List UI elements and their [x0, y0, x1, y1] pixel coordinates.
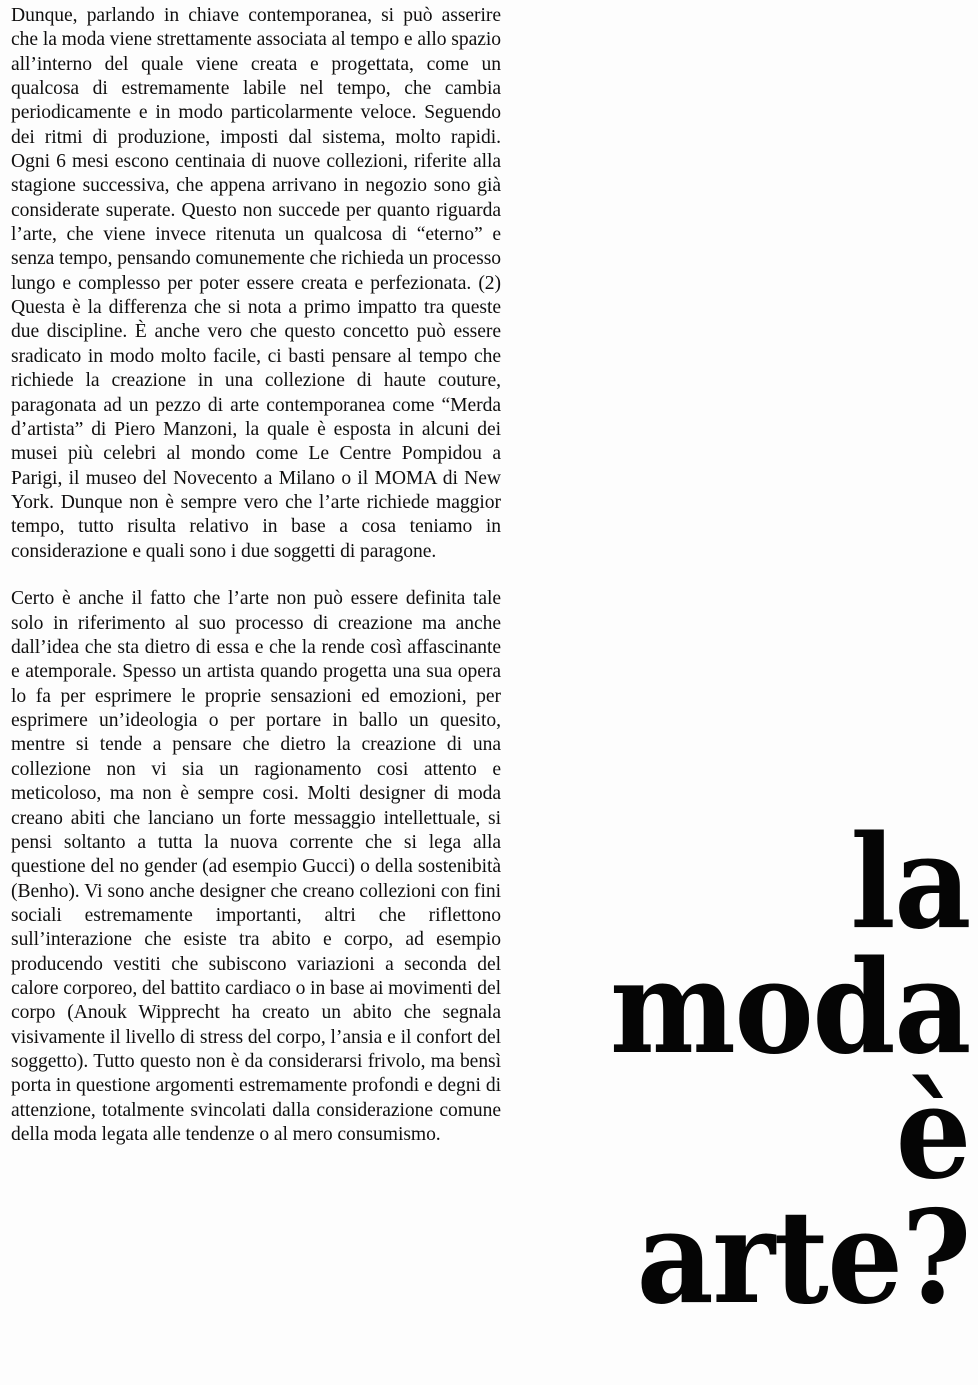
display-headline: [486, 808, 970, 1333]
headline-line-2: moda: [609, 933, 970, 1083]
body-text-column: [11, 4, 501, 1147]
headline-line-4: arte?: [636, 1183, 970, 1333]
body-paragraph-1: Dunque, parlando in chiave contemporanea, si può asserire che la moda viene strettamente associata al tempo e allo spazio all’interno del quale viene creata e progettata, come un qualcosa di estremamente labile nel tempo, che cambia periodicamente e in modo particolarmente veloce. Seguendo dei ritmi di produzione, imposti dal sistema, molto rapidi. Ogni 6 mesi escono centinaia di nuove collezioni, riferite alla stagione successiva, che appena arrivano in negozio sono già considerate superate. Questo non succede per quanto riguarda l’arte, che viene invece ritenuta un qualcosa di “eterno” e senza tempo, pensando comunemente che richieda un processo lungo e complesso per poter essere creata e perfezionata. (2) Questa è la differenza che si nota a primo impatto tra queste due discipline. È anche vero che questo concetto può essere sradicato in modo molto facile, ci basti pensare al tempo che richiede la creazione in una collezione di haute couture, paragonata ad un pezzo di arte contemporanea come “Merda d’artista” di Piero Manzoni, la quale è esposta in alcuni dei musei più celebri al mondo come Le Centre Pompidou a Parigi, il museo del Novecento a Milano o il MOMA di New York. Dunque non è sempre vero che l’arte richiede maggior tempo, tutto risulta relativo in base a cosa teniamo in considerazione e quali sono i due soggetti di paragone.: [11, 5, 501, 562]
body-paragraph-2: Certo è anche il fatto che l’arte non può essere definita tale solo in riferimento al suo processo di creazione ma anche dall’idea che sta dietro di essa e che la rende così affascinante e atemporale. Spesso un artista quando progetta una sua opera lo fa per esprimere le proprie sensazioni ed emozioni, per esprimere un’ideologia o per portare in ballo un quesito, mentre si tende a pensare che dietro la creazione di una collezione non vi sia un ragionamento cosi attento e meticoloso, ma non è sempre cosi. Molti designer di moda creano abiti che lanciano un forte messaggio intellettuale, si pensi soltanto a tutta la nuova corrente che si lega alla questione del no gender (ad esempio Gucci) o della sostenibità (Benho). Vi sono anche designer che creano collezioni con fini sociali estremamente importanti, altri che riflettono sull’interazione che esiste tra abito e corpo, ad esempio producendo vestiti che subiscono variazioni a seconda del calore corporeo, del battito cardiaco o in base ai movimenti del corpo (Anouk Wipprecht ha creato un abito che segnala visivamente il livello di stress del corpo, l’ansia e il confort del soggetto). Tutto questo non è da considerarsi frivolo, ma bensì porta in questione argomenti estremamente profondi e degni di attenzione, totalmente svincolati dalla considerazione comune della moda legata alle tendenze o al mero consumismo.: [11, 588, 501, 1145]
headline-line-1: la: [850, 808, 970, 958]
headline-line-3: è: [895, 1058, 970, 1208]
